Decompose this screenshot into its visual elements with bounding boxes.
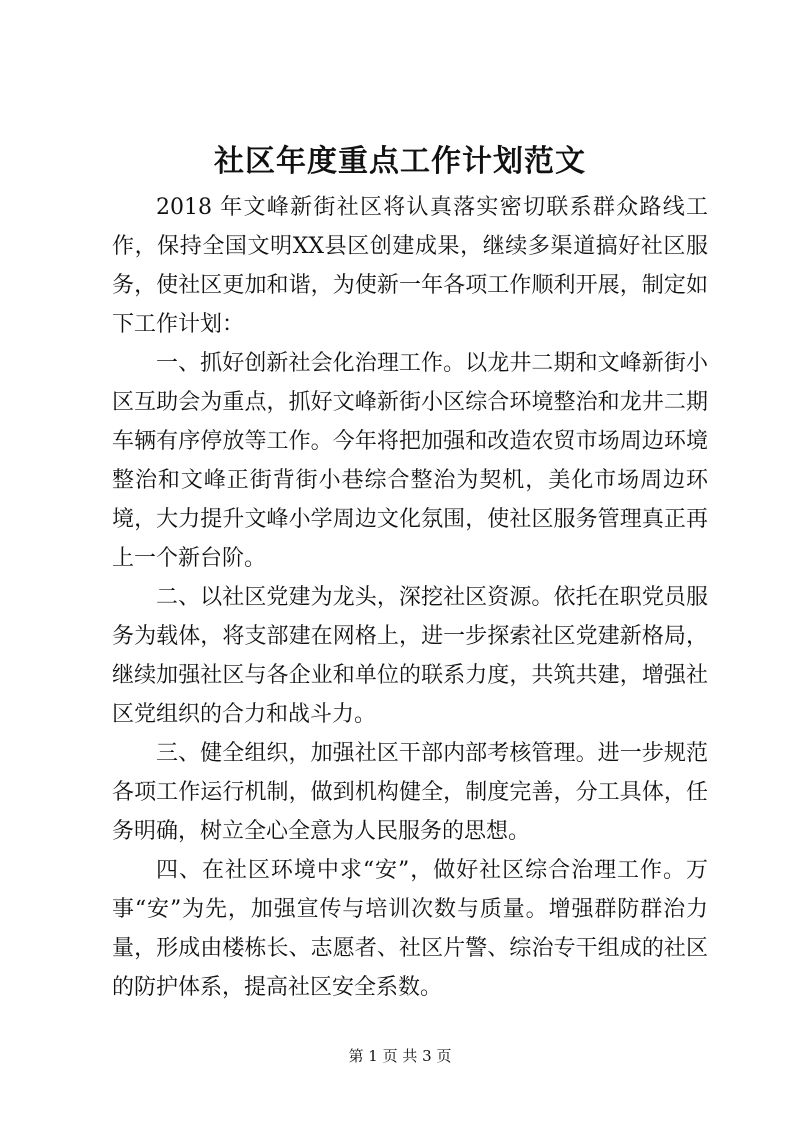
paragraph-item-4: 四、在社区环境中求“安”，做好社区综合治理工作。万事“安”为先，加强宣传与培训次数与质量。增强群防群治力量，形成由楼栋长、志愿者、社区片警、综治专干组成的社区的防护体系，提高社区安全系数。 (112, 858, 708, 1000)
paragraph-item-2: 二、以社区党建为龙头，深挖社区资源。依托在职党员服务为载体，将支部建在网格上，进一步探索社区党建新格局，继续加强社区与各企业和单位的联系力度，共筑共建，增强社区党组织的合力和战斗力。 (112, 585, 708, 727)
document-title: 社区年度重点工作计划范文 (214, 144, 586, 179)
document-body (112, 188, 708, 1007)
paragraph-item-3: 三、健全组织，加强社区干部内部考核管理。进一步规范各项工作运行机制，做到机构健全，制度完善，分工具体，任务明确，树立全心全意为人民服务的思想。 (112, 741, 708, 844)
paragraph-item-1: 一、抓好创新社会化治理工作。以龙井二期和文峰新街小区互助会为重点，抓好文峰新街小区综合环境整治和龙井二期车辆有序停放等工作。今年将把加强和改造农贸市场周边环境整治和文峰正街背街小巷综合整治为契机，美化市场周边环境，大力提升文峰小学周边文化氛围，使社区服务管理真正再上一个新台阶。 (112, 351, 708, 571)
page-footer: 第 1 页 共 3 页 (348, 1047, 452, 1065)
paragraph-intro: 2018 年文峰新街社区将认真落实密切联系群众路线工作，保持全国文明XX县区创建成果，继续多渠道搞好社区服务，使社区更加和谐，为使新一年各项工作顺利开展，制定如下工作计划： (112, 195, 708, 337)
